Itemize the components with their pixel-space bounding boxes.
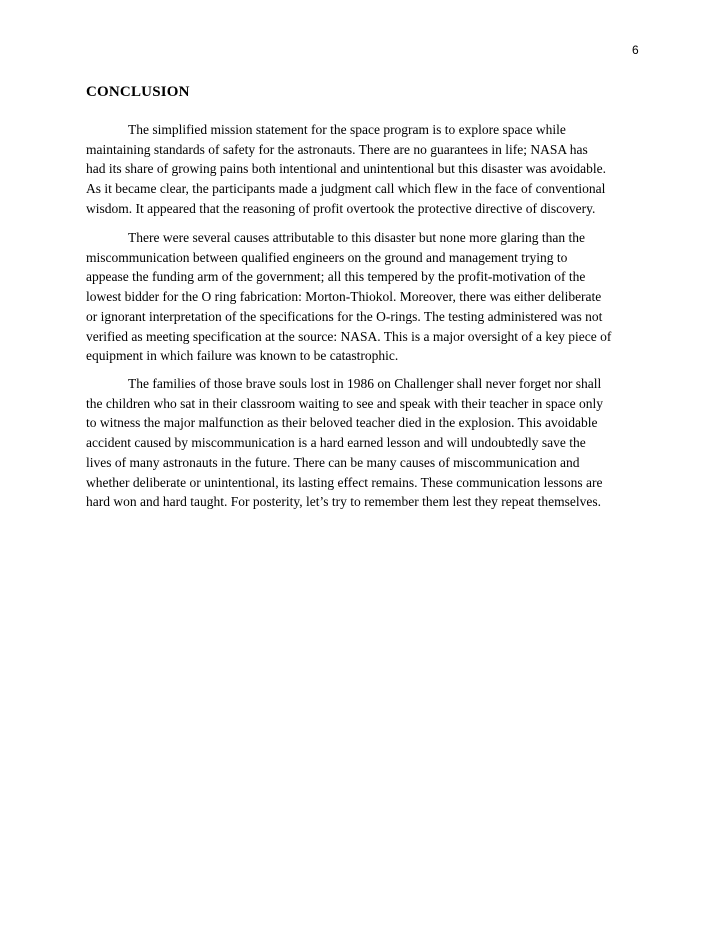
- paragraph-line: There were several causes attributable to this disaster but none more glaring than the: [128, 230, 585, 245]
- paragraph-line: maintaining standards of safety for the astronauts. There are no guarantees in life; NASA has: [86, 141, 588, 157]
- paragraph-line: hard won and hard taught. For posterity, let’s try to remember them lest they repeat themselves.: [86, 494, 601, 510]
- paragraph-line: accident caused by miscommunication is a hard earned lesson and will undoubtedly save the: [86, 435, 586, 451]
- paragraph-2: [86, 228, 611, 366]
- paragraph-line: miscommunication between qualified engineers on the ground and management trying to: [86, 249, 568, 265]
- paragraph-line: wisdom. It appeared that the reasoning of profit overtook the protective directive of discovery.: [86, 200, 596, 216]
- paragraph-3: [86, 374, 603, 512]
- paragraph-line: the children who sat in their classroom waiting to see and speak with their teacher in space only: [86, 395, 603, 411]
- paragraph-1: [86, 120, 606, 219]
- section-heading: CONCLUSION: [86, 84, 190, 100]
- paragraph-line: whether deliberate or unintentional, its lasting effect remains. These communication lessons are: [86, 474, 603, 490]
- paragraph-line: appease the funding arm of the government; all this tempered by the profit-motivation of the: [86, 269, 586, 285]
- paragraph-line: or ignorant interpretation of the specifications for the O-rings. The testing administered was not: [86, 308, 603, 324]
- paragraph-line: As it became clear, the participants made a judgment call which flew in the face of conventional: [86, 181, 606, 197]
- paragraph-line: The simplified mission statement for the space program is to explore space while: [128, 122, 566, 137]
- paragraph-line: to witness the major malfunction as their beloved teacher died in the explosion. This avoidable: [86, 415, 598, 431]
- paragraph-line: equipment in which failure was known to be catastrophic.: [86, 348, 399, 364]
- paragraph-line: lowest bidder for the O ring fabrication: Morton-Thiokol. Moreover, there was either deliberate: [86, 289, 602, 305]
- paragraph-line: The families of those brave souls lost in 1986 on Challenger shall never forget nor shall: [128, 376, 602, 391]
- page-number: 6: [632, 43, 639, 57]
- paragraph-line: verified as meeting specification at the source: NASA. This is a major oversight of a key piece of: [86, 328, 612, 344]
- paragraph-line: lives of many astronauts in the future. There can be many causes of miscommunication and: [86, 454, 580, 470]
- paragraph-line: had its share of growing pains both intentional and unintentional but this disaster was avoidable.: [86, 161, 607, 177]
